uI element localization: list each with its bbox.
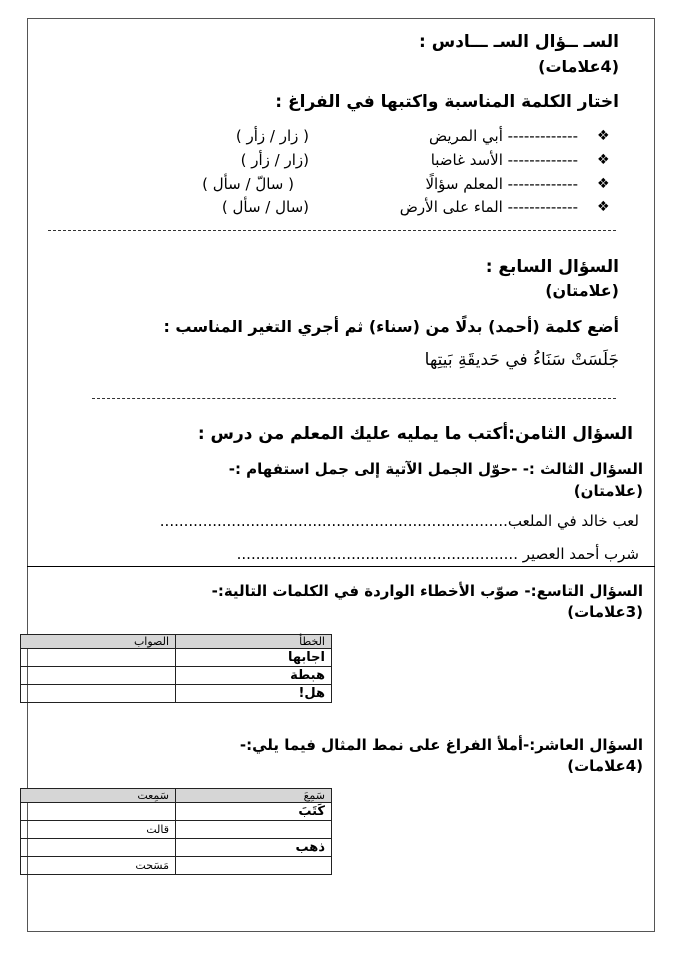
table-row [21,803,332,821]
q10-verb-cell: ذهب [176,839,332,857]
q10-marks: (4علامات) [567,757,643,775]
q6-item-sentence: ------------- الأسد غاضبا [430,151,578,169]
q10-header-example-answer: سَمِعت [21,789,176,803]
q9-answer-cell[interactable] [21,649,176,667]
q9-answer-cell[interactable] [21,685,176,703]
table-row [21,839,332,857]
q9-header-right: الصواب [21,635,176,649]
q7-instruction: أضع كلمة (أحمد) بدلًا من (سناء) ثم أجري التغير المناسب : [163,317,619,336]
table-row [21,821,332,839]
table-row [21,667,332,685]
q10-pattern-table [20,788,332,875]
q8-title: السؤال الثامن:أكتب ما يمليه عليك المعلم من درس : [197,424,633,444]
q10-answer-cell[interactable] [176,857,332,875]
q9-wrong-cell: هبطة [176,667,332,685]
q9-header-wrong: الخطأ [176,635,332,649]
q9-marks: (3علامات) [567,603,643,621]
section-divider [48,230,616,231]
q7-sentence: جَلَسَتْ سَنَاءُ في حَديقَةِ بَيتِها [424,350,619,370]
q6-instruction: اختار الكلمة المناسبة واكتبها في الفراغ : [275,92,619,112]
q3-answer-line-1[interactable]: لعب خالد في الملعب......................................................................... [159,512,639,530]
q6-title: السـ ــؤال السـ ـــادس : [419,32,619,52]
q10-header-example-verb: سَمِعَ [176,789,332,803]
diamond-bullet-icon: ❖ [597,152,610,168]
q6-item-options: ( زار / زأر ) [235,127,309,145]
q3-answer-line-2[interactable]: شرب أحمد العصير ........................................................... [236,545,639,563]
q6-item-sentence: ------------- المعلم سؤالًا [425,175,578,193]
q9-answer-cell[interactable] [21,667,176,685]
q9-correction-table [20,634,332,703]
q6-item-options: ( سالّ / سأل ) [202,175,294,193]
section-divider [27,566,655,567]
q6-marks: (4علامات) [538,57,619,76]
q10-given-cell: مَسَحت [21,857,176,875]
q9-title: السؤال التاسع:- صوّب الأخطاء الواردة في الكلمات التالية:- [211,582,643,600]
q6-item-sentence: ------------- أبي المريض [429,127,578,145]
q10-given-cell: قالت [21,821,176,839]
section-divider [92,398,616,399]
q7-title: السؤال السابع : [485,257,619,277]
table-row [21,685,332,703]
q6-item-sentence: ------------- الماء على الأرض [399,198,578,216]
q6-item-options: (زار / زأر ) [240,151,309,169]
q10-answer-cell[interactable] [21,839,176,857]
q6-item-options: (سال / سأل ) [221,198,309,216]
q10-answer-cell[interactable] [176,821,332,839]
diamond-bullet-icon: ❖ [597,199,610,215]
diamond-bullet-icon: ❖ [597,176,610,192]
q7-marks: (علامتان) [545,281,619,300]
diamond-bullet-icon: ❖ [597,128,610,144]
q9-wrong-cell: اجابها [176,649,332,667]
table-row [21,857,332,875]
q10-title: السؤال العاشر:-أملأ الفراغ على نمط المثال فيما يلي:- [239,736,643,754]
q10-answer-cell[interactable] [21,803,176,821]
q3-marks: (علامتان) [573,482,643,500]
q10-verb-cell: كَتَبَ [176,803,332,821]
q3-title: السؤال الثالث :- -حوّل الجمل الآتية إلى جمل استفهام :- [228,460,643,478]
table-row [21,649,332,667]
q9-wrong-cell: هل! [176,685,332,703]
